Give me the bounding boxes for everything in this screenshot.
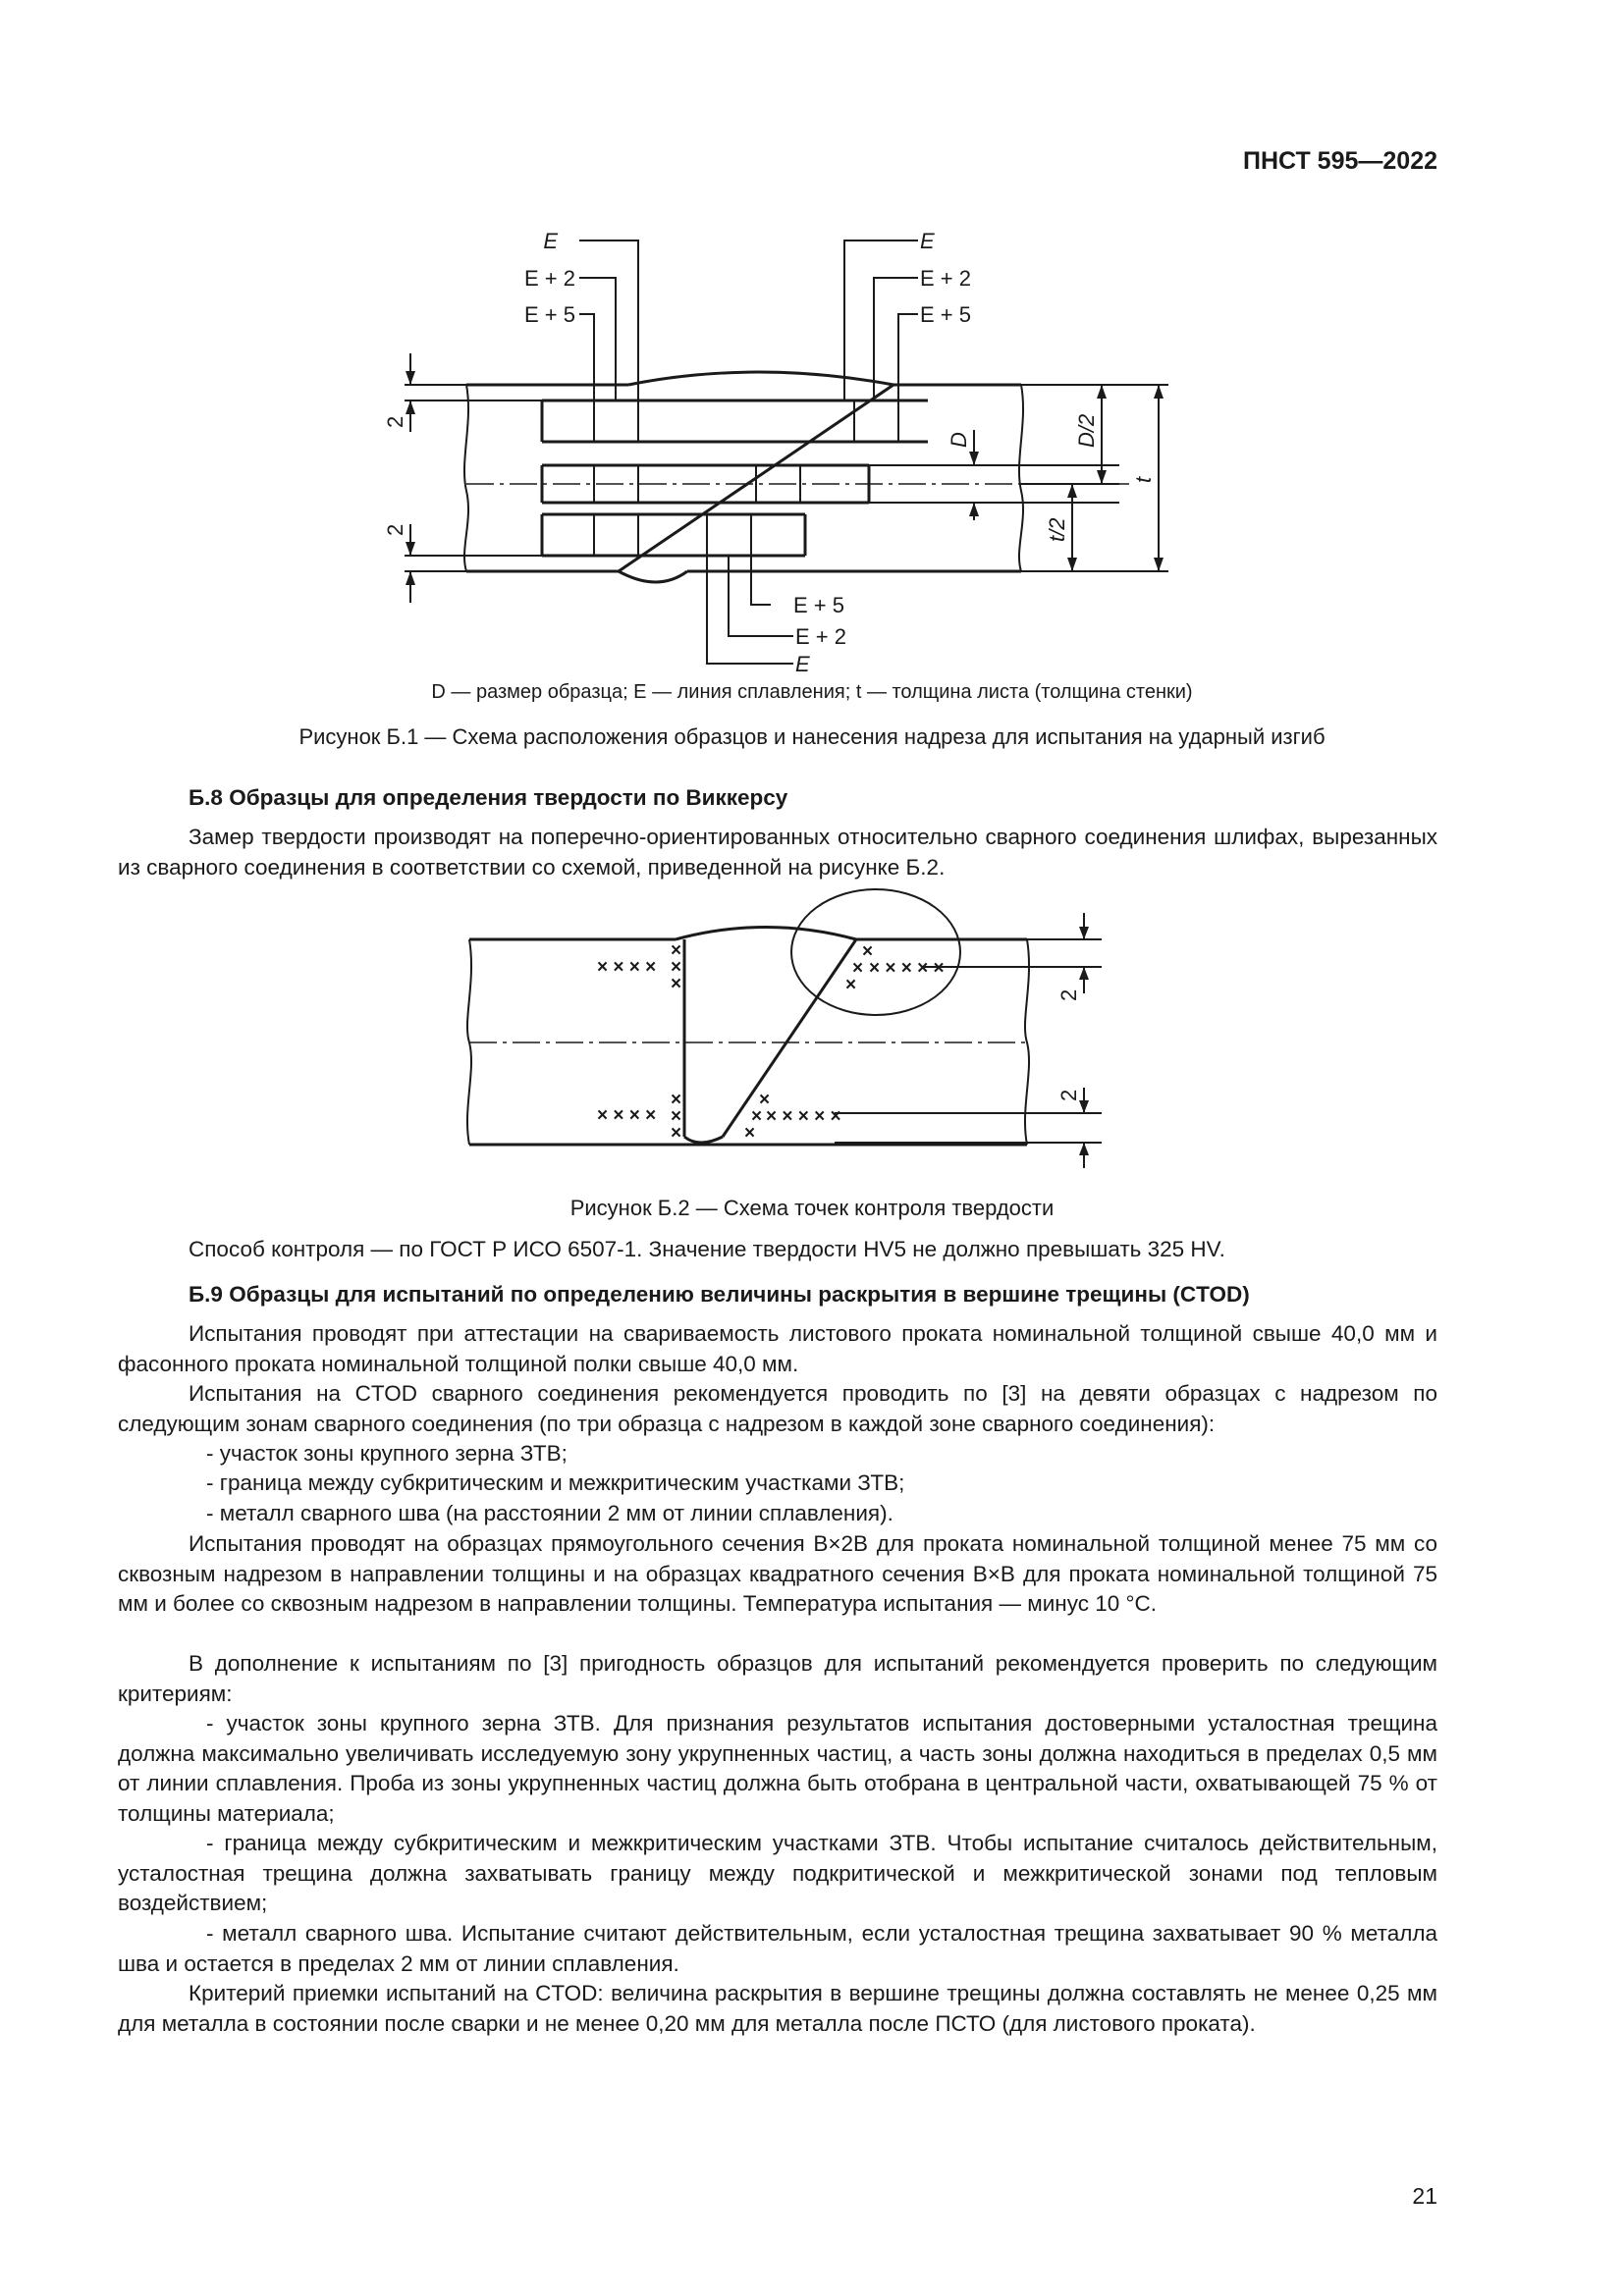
svg-text:×: ×	[759, 1090, 771, 1110]
svg-text:× × × × ×: × × × × ×	[766, 1106, 841, 1127]
b9-paragraph-4: В дополнение к испытаниям по [3] пригодность образцов для испытаний рекомендуется проверить по следующим критериям:	[118, 1651, 1437, 1706]
label-t: t	[1131, 476, 1156, 483]
svg-text:× × × × ×: × × × × ×	[869, 958, 945, 979]
label-D: D	[947, 432, 971, 448]
svg-text:×: ×	[845, 975, 857, 995]
detail-circle	[791, 889, 960, 1015]
svg-text:× × × ×: × × × ×	[597, 957, 657, 978]
section-b8-heading: Б.8 Образцы для определения твердости по Виккерсу	[189, 785, 788, 810]
weld-cap-b2	[676, 928, 856, 940]
list-item: - металл сварного шва (на расстоянии 2 мм от линии сплавления).	[206, 1501, 893, 1525]
section-b9-heading: Б.9 Образцы для испытаний по определению величины раскрытия в вершине трещины (CTOD)	[189, 1282, 1250, 1307]
svg-text:×: ×	[671, 1123, 682, 1144]
figure-b2-caption: Рисунок Б.2 — Схема точек контроля твердости	[569, 1196, 1055, 1220]
svg-text:×: ×	[671, 1106, 682, 1127]
weld-root-b2	[684, 1137, 723, 1143]
list-item: - участок зоны крупного зерна ЗТВ;	[206, 1441, 568, 1466]
b9-paragraph-5: Критерий приемки испытаний на CTOD: величина раскрытия в вершине трещины должна составлять не менее 0,25 мм для металла в состоянии после сварки и не менее 0,20 мм для металла после ПСТО (для листового проката).	[118, 1981, 1437, 2036]
label-2-top-b2: 2	[1056, 988, 1081, 1001]
b9-paragraph-1: Испытания проводят при аттестации на свариваемость листового проката номинальной толщиной свыше 40,0 мм и фасонного проката номинальной толщиной полки свыше 40,0 мм.	[118, 1321, 1437, 1376]
svg-text:×: ×	[852, 958, 864, 979]
label-E-bottom: E	[795, 652, 810, 676]
svg-text:×: ×	[671, 974, 682, 994]
section-b8-paragraph: Замер твердости производят на поперечно-ориентированных относительно сварного соединения шлифах, вырезанных из сварного соединения в соответствии со схемой, приведенной на рисунке Б.2.	[118, 825, 1437, 880]
label-E2-bottom: E + 2	[795, 624, 846, 649]
list-item: - граница между субкритическим и межкритическим участками ЗТВ;	[206, 1470, 905, 1495]
b9-paragraph-2: Испытания на CTOD сварного соединения рекомендуется проводить по [3] на девяти образцах с надрезом по следующим зонам сварного соединения (по три образца с надрезом в каждой зоне сварного соединения):	[118, 1381, 1437, 1436]
label-t2: t/2	[1045, 517, 1069, 542]
figure-b1-legend: D — размер образца; E — линия сплавления; t — толщина листа (толщина стенки)	[431, 681, 1193, 703]
label-E2-top-right: E + 2	[920, 266, 971, 291]
list-item: - граница между субкритическим и межкритическим участками ЗТВ. Чтобы испытание считалось действительным, усталостная трещина должна захватывать границу между подкритической и межкритической зонами под тепловым воздействием;	[118, 1831, 1437, 1915]
page-number: 21	[1412, 2183, 1437, 2209]
label-D2: D/2	[1074, 413, 1099, 448]
label-2-bottom: 2	[383, 523, 407, 536]
b9-paragraph-3: Испытания проводят на образцах прямоугольного сечения B×2B для проката номинальной толщиной менее 75 мм со сквозным надрезом в направлении толщины и на образцах квадратного сечения B×B для проката номинальной толщиной 75 мм и более со сквозным надрезом в направлении толщины. Температура испытания — минус 10 °С.	[118, 1531, 1437, 1616]
svg-text:×: ×	[862, 941, 874, 962]
svg-text:×: ×	[751, 1106, 763, 1127]
figure-b1-caption: Рисунок Б.1 — Схема расположения образцов и нанесения надреза для испытания на ударный изгиб	[298, 724, 1326, 749]
label-E-top-left: E	[543, 229, 558, 253]
svg-text:×: ×	[671, 957, 682, 978]
svg-text:×: ×	[671, 1090, 682, 1110]
label-E5-bottom: E + 5	[793, 593, 844, 617]
list-item: - металл сварного шва. Испытание считают действительным, если усталостная трещина захватывает 90 % металла шва и остается в пределах 2 мм от линии сплавления.	[118, 1921, 1437, 1976]
svg-text:× × × ×: × × × ×	[597, 1105, 657, 1126]
label-E-top-right: E	[920, 229, 935, 253]
label-E2-top-left: E + 2	[524, 266, 575, 291]
list-item: - участок зоны крупного зерна ЗТВ. Для признания результатов испытания достоверными усталостная трещина должна максимально увеличивать исследуемую зону укрупненных частиц, а часть зоны должна находиться в пределах 0,5 мм от линии сплавления. Проба из зоны укрупненных частиц должна быть отобрана в центральной части, охватывающей 75 % от толщины материала;	[118, 1711, 1437, 1826]
svg-text:×: ×	[671, 940, 682, 961]
svg-text:×: ×	[744, 1123, 756, 1144]
label-2-top: 2	[383, 415, 407, 428]
control-method: Способ контроля — по ГОСТ Р ИСО 6507-1. Значение твердости HV5 не должно превышать 325 HV.	[189, 1237, 1225, 1261]
document-id: ПНСТ 595—2022	[1243, 147, 1437, 175]
label-E5-top-right: E + 5	[920, 302, 971, 327]
label-E5-top-left: E + 5	[524, 302, 575, 327]
label-2-bottom-b2: 2	[1056, 1089, 1081, 1101]
